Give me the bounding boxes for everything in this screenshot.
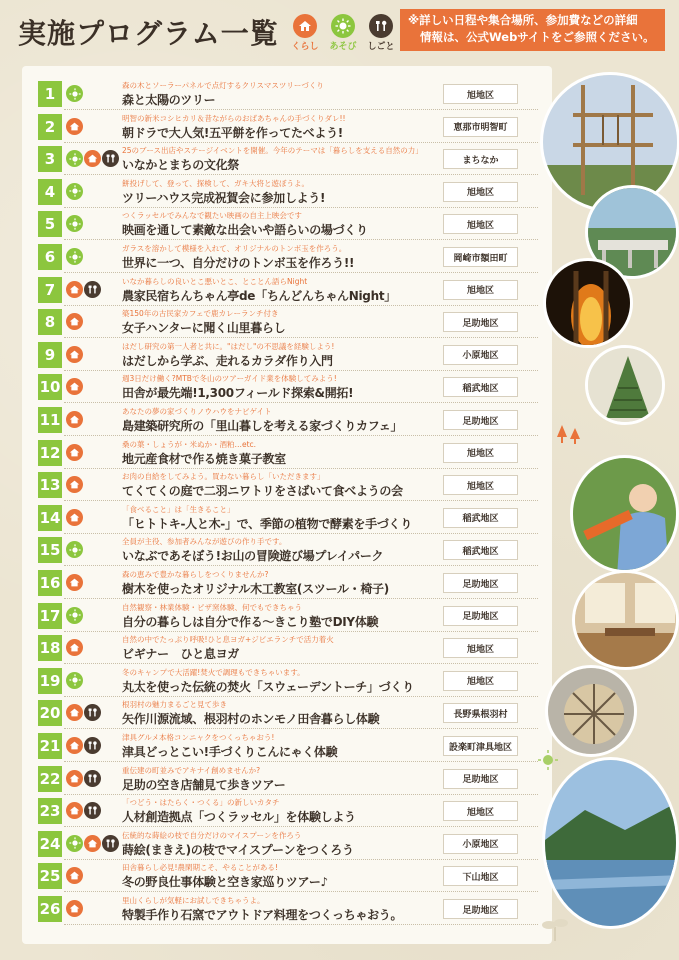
program-row — [38, 765, 538, 796]
area-badge: 小原地区 — [443, 834, 518, 854]
program-subtitle: 自然観察・林業体験・ピザ窯体験、何でもできちゃう — [122, 602, 302, 612]
program-subtitle: 里山くらしが気軽にお試しできちゃうよ。 — [122, 896, 265, 905]
house-icon — [84, 150, 101, 167]
sun-icon — [66, 541, 83, 558]
category-icons — [66, 835, 119, 852]
house-icon — [66, 476, 83, 493]
notice-line-2: 情報は、公式Webサイトをご参照ください。 — [420, 30, 655, 44]
row-divider — [64, 663, 538, 664]
tools-icon — [102, 835, 119, 852]
program-row — [38, 667, 538, 698]
program-subtitle: 桑の葉・しょうが・米ぬか・酒粕…etc. — [122, 439, 257, 449]
program-subtitle: ガラスを溶かして模様を入れて、オリジナルのトンボ玉を作ろう。 — [122, 244, 347, 253]
legend-label: あそび — [329, 42, 357, 52]
program-number: 6 — [38, 244, 62, 270]
house-icon — [66, 737, 83, 754]
tools-icon — [84, 770, 101, 787]
house-icon — [66, 509, 83, 526]
program-row — [38, 243, 538, 274]
area-badge: 恵那市明智町 — [443, 117, 518, 137]
program-row — [38, 699, 538, 730]
legend-kurashi — [290, 14, 320, 52]
area-badge: 足助地区 — [443, 312, 518, 332]
program-number: 15 — [38, 537, 62, 563]
area-badge: 旭地区 — [443, 182, 518, 202]
category-icons — [66, 607, 83, 624]
house-icon — [84, 835, 101, 852]
house-icon — [293, 14, 317, 38]
program-subtitle: 築150年の古民家カフェで鹿カレーランチ付き — [122, 309, 279, 319]
program-title: 農家民宿ちんちゃん亭de「ちんどんちゃんNight」 — [122, 288, 396, 303]
legend-shigoto — [366, 14, 396, 52]
program-subtitle: 冬のキャンプで大活躍!焚火で調理もできちゃいます。 — [122, 667, 305, 677]
area-badge: 旭地区 — [443, 638, 518, 658]
program-row — [38, 308, 538, 339]
program-number: 11 — [38, 407, 62, 433]
program-subtitle: 津具グルメ本格コンニャクをつくっちゃおう! — [122, 733, 275, 742]
house-icon — [66, 444, 83, 461]
area-badge: 足助地区 — [443, 769, 518, 789]
program-title: 地元産食材で作る焼き菓子教室 — [122, 451, 286, 466]
row-divider — [64, 859, 538, 860]
area-badge: 足助地区 — [443, 573, 518, 593]
program-number: 10 — [38, 374, 62, 400]
tools-icon — [102, 150, 119, 167]
house-icon — [66, 411, 83, 428]
program-row — [38, 634, 538, 665]
workshop-interior-photo — [572, 570, 679, 670]
program-title: 女子ハンターに聞く山里暮らし — [122, 321, 286, 336]
program-number: 25 — [38, 863, 62, 889]
row-divider — [64, 435, 538, 436]
program-title: 津具どっとこい!手づくりこんにゃく体験 — [122, 745, 338, 759]
area-badge: 旭地区 — [443, 475, 518, 495]
mountain-river-photo — [542, 757, 679, 929]
category-icons — [66, 867, 83, 884]
category-icons — [66, 802, 101, 819]
category-icons — [66, 574, 83, 591]
house-icon — [66, 313, 83, 330]
category-icons — [66, 737, 101, 754]
house-icon — [66, 346, 83, 363]
row-divider — [64, 468, 538, 469]
program-title: ツリーハウス完成祝賀会に参加しよう! — [122, 190, 326, 205]
row-divider — [64, 207, 538, 208]
row-divider — [64, 696, 538, 697]
program-number: 3 — [38, 146, 62, 172]
category-legend — [290, 14, 396, 52]
wood-carving-photo — [585, 345, 665, 425]
category-icons — [66, 639, 83, 656]
program-number: 26 — [38, 896, 62, 922]
house-icon — [66, 900, 83, 917]
program-subtitle: 週3日だけ働く?MTBで冬山のツアーガイド業を体験してみよう! — [122, 374, 337, 384]
house-icon — [66, 574, 83, 591]
category-icons — [66, 444, 83, 461]
notice-box — [400, 9, 665, 51]
row-divider — [64, 565, 538, 566]
program-row — [38, 276, 538, 307]
program-number: 8 — [38, 309, 62, 335]
row-divider — [64, 924, 538, 925]
category-icons — [66, 313, 83, 330]
program-title: ビギナー ひと息ヨガ — [122, 647, 240, 662]
legend-asobi — [328, 14, 358, 52]
program-title: 森と太陽のツリー — [122, 93, 216, 107]
area-badge: 旭地区 — [443, 443, 518, 463]
program-number: 22 — [38, 766, 62, 792]
program-subtitle: 「つどう・はたらく・つくる」の新しいカタチ — [122, 798, 280, 808]
program-subtitle: 伝統的な蒔絵の枝で自分だけのマイスプーンを作ろう — [122, 830, 302, 840]
category-icons — [66, 346, 83, 363]
area-badge: 旭地区 — [443, 671, 518, 691]
house-icon — [66, 867, 83, 884]
category-icons — [66, 118, 83, 135]
notice-line-1: ※詳しい日程や集合場所、参加費などの詳細 — [408, 13, 638, 27]
row-divider — [64, 337, 538, 338]
program-number: 2 — [38, 114, 62, 140]
program-row — [38, 145, 538, 176]
area-badge: 足助地区 — [443, 410, 518, 430]
category-icons — [66, 476, 83, 493]
program-row — [38, 602, 538, 633]
program-number: 5 — [38, 211, 62, 237]
page-title: 実施プログラム一覧 — [18, 17, 279, 50]
area-badge: 稲武地区 — [443, 508, 518, 528]
program-title: 矢作川源流域、根羽村のホンモノ田舎暮らし体験 — [122, 712, 380, 727]
program-title: 朝ドラで大人気!五平餅を作ってたべよう! — [122, 125, 343, 140]
program-row — [38, 732, 538, 763]
house-icon — [66, 281, 83, 298]
program-title: 「ヒトトキ-人と木-」で、季節の植物で酵素を手づくり — [122, 516, 412, 531]
program-title: 島建築研究所の「里山暮しを考える家づくりカフェ」 — [122, 419, 403, 433]
category-icons — [66, 215, 83, 232]
program-row — [38, 439, 538, 470]
program-title: いなぶであそぼう!お山の冒険遊び場プレイパーク — [122, 549, 384, 564]
sun-icon — [66, 835, 83, 852]
area-badge: 設楽町津具地区 — [443, 736, 518, 756]
sun-icon — [66, 183, 83, 200]
row-divider — [64, 174, 538, 175]
area-badge: 旭地区 — [443, 801, 518, 821]
program-number: 7 — [38, 277, 62, 303]
program-subtitle: 餅投げして、登って、探検して、ガキ大将と遊ぼうよ。 — [122, 178, 310, 188]
category-icons — [66, 509, 83, 526]
program-title: 人材創造拠点「つくラッセル」を体験しよう — [122, 810, 356, 825]
program-number: 19 — [38, 668, 62, 694]
program-row — [38, 471, 538, 502]
program-subtitle: 森の恵みで豊かな暮らしをつくりませんか? — [122, 570, 269, 579]
row-divider — [64, 272, 538, 273]
program-row — [38, 341, 538, 372]
area-badge: 稲武地区 — [443, 377, 518, 397]
row-divider — [64, 826, 538, 827]
area-badge: まちなか — [443, 149, 518, 169]
program-row — [38, 406, 538, 437]
tools-icon — [84, 802, 101, 819]
program-row — [38, 210, 538, 241]
category-icons — [66, 900, 83, 917]
sprout-decoration-icon — [540, 915, 570, 941]
program-title: 足助の空き店舗見て歩きツアー — [122, 777, 286, 792]
row-divider — [64, 402, 538, 403]
program-row — [38, 80, 538, 111]
program-number: 13 — [38, 472, 62, 498]
program-subtitle: いなか暮らしの良いとこ悪いとこ、とことん語らNight — [122, 276, 308, 286]
row-divider — [64, 142, 538, 143]
program-subtitle: 根羽村の魅力まるごと見て歩き — [122, 700, 227, 710]
row-divider — [64, 370, 538, 371]
program-title: 世界に一つ、自分だけのトンボ玉を作ろう!! — [122, 256, 355, 270]
sun-icon — [66, 215, 83, 232]
area-badge: 旭地区 — [443, 214, 518, 234]
category-icons — [66, 704, 101, 721]
program-title: 自分の暮らしは自分で作る〜きこり塾でDIY体験 — [122, 614, 379, 629]
program-subtitle: あなたの夢の家づくりノウハウをナビゲイト — [122, 407, 272, 416]
program-number: 12 — [38, 440, 62, 466]
program-subtitle: 重伝建の町並みでアキナイ創めませんか? — [122, 765, 261, 775]
program-number: 23 — [38, 798, 62, 824]
program-row — [38, 862, 538, 893]
tools-icon — [84, 704, 101, 721]
category-icons — [66, 150, 119, 167]
program-title: はだしから学ぶ、走れるカラダ作り入門 — [122, 353, 333, 368]
program-row — [38, 797, 538, 828]
program-number: 21 — [38, 733, 62, 759]
program-subtitle: 「食べること」は「生きること」 — [122, 504, 235, 514]
campfire-photo — [543, 258, 633, 348]
sun-icon — [66, 607, 83, 624]
sun-icon — [331, 14, 355, 38]
area-badge: 岡崎市額田町 — [443, 247, 518, 267]
tools-icon — [84, 737, 101, 754]
program-row — [38, 536, 538, 567]
house-icon — [66, 704, 83, 721]
program-number: 18 — [38, 635, 62, 661]
sun-icon — [66, 150, 83, 167]
program-subtitle: 自然の中でたっぷり呼吸!ひと息ヨガ+ジビエランチで活力着火 — [122, 635, 334, 645]
category-icons — [66, 411, 83, 428]
category-icons — [66, 541, 83, 558]
row-divider — [64, 761, 538, 762]
program-subtitle: 明智の新米コシヒカリ＆昔ながらのおばあちゃんの手づくりダレ!! — [122, 113, 346, 123]
program-subtitle: 全員が主役、参加者みんなが遊びの作り手です。 — [122, 537, 287, 547]
house-icon — [66, 639, 83, 656]
program-row — [38, 504, 538, 535]
row-divider — [64, 794, 538, 795]
area-badge: 足助地区 — [443, 899, 518, 919]
row-divider — [64, 598, 538, 599]
sun-icon — [66, 672, 83, 689]
category-icons — [66, 672, 83, 689]
row-divider — [64, 239, 538, 240]
category-icons — [66, 183, 83, 200]
area-badge: 長野県根羽村 — [443, 703, 518, 723]
program-subtitle: はだし研究の第一人者と共に。"はだし"の不思議を経験しよう! — [122, 341, 335, 351]
sun-icon — [66, 248, 83, 265]
legend-label: くらし — [291, 42, 319, 52]
area-badge: 旭地区 — [443, 280, 518, 300]
program-subtitle: 田舎暮らし必見!農閑期こそ、やることがある! — [122, 863, 278, 873]
program-title: 映画を通して素敵な出会いや語らいの場づくり — [122, 223, 368, 238]
category-icons — [66, 85, 83, 102]
sun-decoration-icon — [538, 750, 558, 770]
house-icon — [66, 118, 83, 135]
program-title: いなかとまちの文化祭 — [122, 158, 240, 173]
program-subtitle: 25のブース出店やステージイベントを開催。今年のテーマは「暮らしを支える自然の力」 — [122, 146, 423, 156]
program-subtitle: 森の木とソーラーパネルで点灯するクリスマスツリーづくり — [122, 81, 324, 90]
row-divider — [64, 631, 538, 632]
program-number: 1 — [38, 81, 62, 107]
program-title: 冬の野良仕事体験と空き家巡りツアー♪ — [122, 875, 328, 890]
program-number: 20 — [38, 700, 62, 726]
category-icons — [66, 378, 83, 395]
sun-icon — [66, 85, 83, 102]
area-badge: 足助地区 — [443, 606, 518, 626]
row-divider — [64, 500, 538, 501]
tree-decoration-icon — [556, 425, 582, 445]
program-subtitle: つくラッセルでみんなで観たい映画の自主上映会です — [122, 211, 302, 221]
tools-icon — [369, 14, 393, 38]
woman-chainsaw-photo — [570, 455, 679, 573]
program-row — [38, 895, 538, 926]
row-divider — [64, 728, 538, 729]
program-subtitle: お肉の自給をしてみよう。買わない暮らし「いただきます」 — [122, 472, 325, 482]
program-title: 田舎が最先端!1,300フィールド探索&開拓! — [122, 386, 354, 401]
program-number: 16 — [38, 570, 62, 596]
program-row — [38, 178, 538, 209]
row-divider — [64, 305, 538, 306]
program-number: 14 — [38, 505, 62, 531]
row-divider — [64, 109, 538, 110]
house-icon — [66, 378, 83, 395]
program-number: 17 — [38, 603, 62, 629]
program-row — [38, 830, 538, 861]
area-badge: 稲武地区 — [443, 540, 518, 560]
program-title: 丸太を使った伝統の焚火「スウェーデントーチ」づくり — [122, 679, 414, 694]
program-title: 蒔絵(まきえ)の枝でマイスプーンをつくろう — [122, 842, 354, 857]
category-icons — [66, 770, 101, 787]
category-icons — [66, 248, 83, 265]
program-number: 4 — [38, 179, 62, 205]
program-title: 特製手作り石窯でアウトドア料理をつくっちゃおう。 — [122, 908, 403, 922]
program-title: 樹木を使ったオリジナル木工教室(スツール・椅子) — [122, 582, 389, 596]
row-divider — [64, 533, 538, 534]
category-icons — [66, 281, 101, 298]
log-torch-photo — [545, 665, 637, 757]
area-badge: 下山地区 — [443, 866, 518, 886]
program-number: 9 — [38, 342, 62, 368]
tools-icon — [84, 281, 101, 298]
legend-label: しごと — [367, 42, 395, 52]
program-row — [38, 569, 538, 600]
house-icon — [66, 802, 83, 819]
program-row — [38, 113, 538, 144]
program-row — [38, 373, 538, 404]
program-number: 24 — [38, 831, 62, 857]
program-title: てくてくの庭で二羽ニワトリをさばいて食べようの会 — [122, 484, 403, 499]
area-badge: 旭地区 — [443, 84, 518, 104]
house-icon — [66, 770, 83, 787]
row-divider — [64, 891, 538, 892]
area-badge: 小原地区 — [443, 345, 518, 365]
